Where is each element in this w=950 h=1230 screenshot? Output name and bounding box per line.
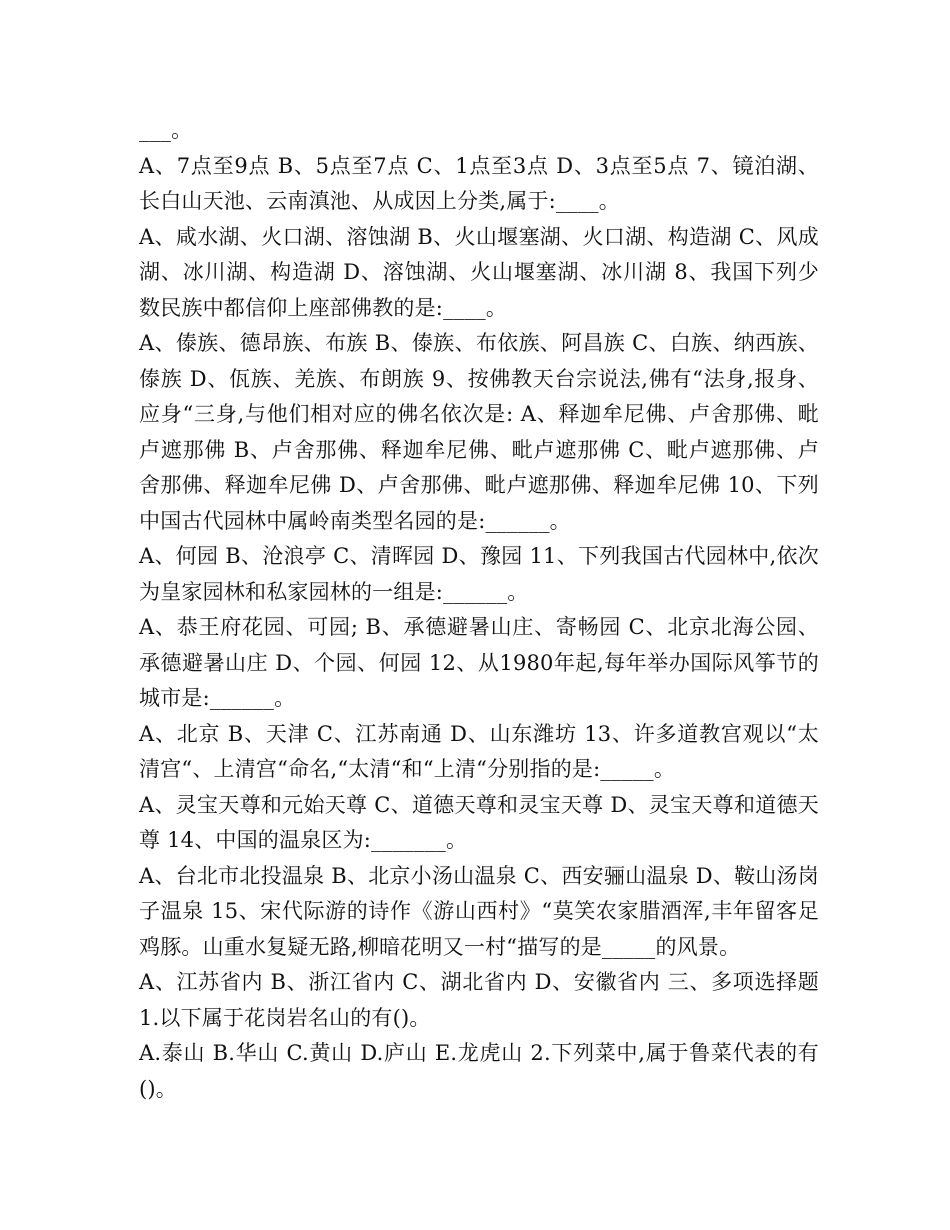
paragraph-question-15: A、台北市北投温泉 B、北京小汤山温泉 C、西安骊山温泉 D、鞍山汤岗子温泉 15、宋代际游的诗作《游山西村》“莫笑农家腊酒浑,丰年留客足鸡豚。山重水复疑无路,柳暗花明又一村“描写的是_____的风景。: [139, 863, 819, 959]
paragraph-multi-choice-2: A.泰山 B.华山 C.黄山 D.庐山 E.龙虎山 2.下列菜中,属于鲁菜代表的有()。: [139, 1041, 819, 1101]
paragraph-blank-line: ___。: [139, 118, 193, 142]
paragraph-question-9-10: A、傣族、德昂族、布族 B、傣族、布依族、阿昌族 C、白族、纳西族、傣族 D、佤族、羌族、布朗族 9、按佛教天台宗说法,佛有“法身,报身、应身“三身,与他们相对应的佛名依次是: A、释迦牟尼佛、卢舍那佛、毗卢遮那佛 B、卢舍那佛、释迦牟尼佛、毗卢遮那佛 C、毗卢遮那佛、卢舍那佛、释迦牟尼佛 D、卢舍那佛、毗卢遮那佛、释迦牟尼佛 10、下列中国古代园林中属岭南类型名园的是:______。: [139, 331, 819, 533]
document-body: [139, 113, 826, 1107]
paragraph-question-7: A、7点至9点 B、5点至7点 C、1点至3点 D、3点至5点 7、镜泊湖、长白山天池、云南滇池、从成因上分类,属于:____。: [139, 153, 819, 213]
paragraph-question-8: A、咸水湖、火口湖、溶蚀湖 B、火山堰塞湖、火口湖、构造湖 C、风成湖、冰川湖、构造湖 D、溶蚀湖、火山堰塞湖、冰川湖 8、我国下列少数民族中都信仰上座部佛教的是:____。: [139, 224, 819, 320]
paragraph-question-13: A、北京 B、天津 C、江苏南通 D、山东潍坊 13、许多道教宫观以“太清宫“、上清宫“命名,“太清“和“上清“分别指的是:_____。: [139, 721, 819, 781]
paragraph-question-11: A、何园 B、沧浪亭 C、清晖园 D、豫园 11、下列我国古代园林中,依次为皇家园林和私家园林的一组是:______。: [139, 544, 819, 604]
paragraph-multi-choice-1: A、江苏省内 B、浙江省内 C、湖北省内 D、安徽省内 三、多项选择题 1.以下属于花岗岩名山的有()。: [139, 970, 826, 1030]
paragraph-question-12: A、恭王府花园、可园; B、承德避暑山庄、寄畅园 C、北京北海公园、承德避暑山庄 D、个园、何园 12、从1980年起,每年举办国际风筝节的城市是:______。: [139, 615, 819, 710]
paragraph-question-14: A、灵宝天尊和元始天尊 C、道德天尊和灵宝天尊 D、灵宝天尊和道德天尊 14、中国的温泉区为:_______。: [139, 792, 819, 852]
